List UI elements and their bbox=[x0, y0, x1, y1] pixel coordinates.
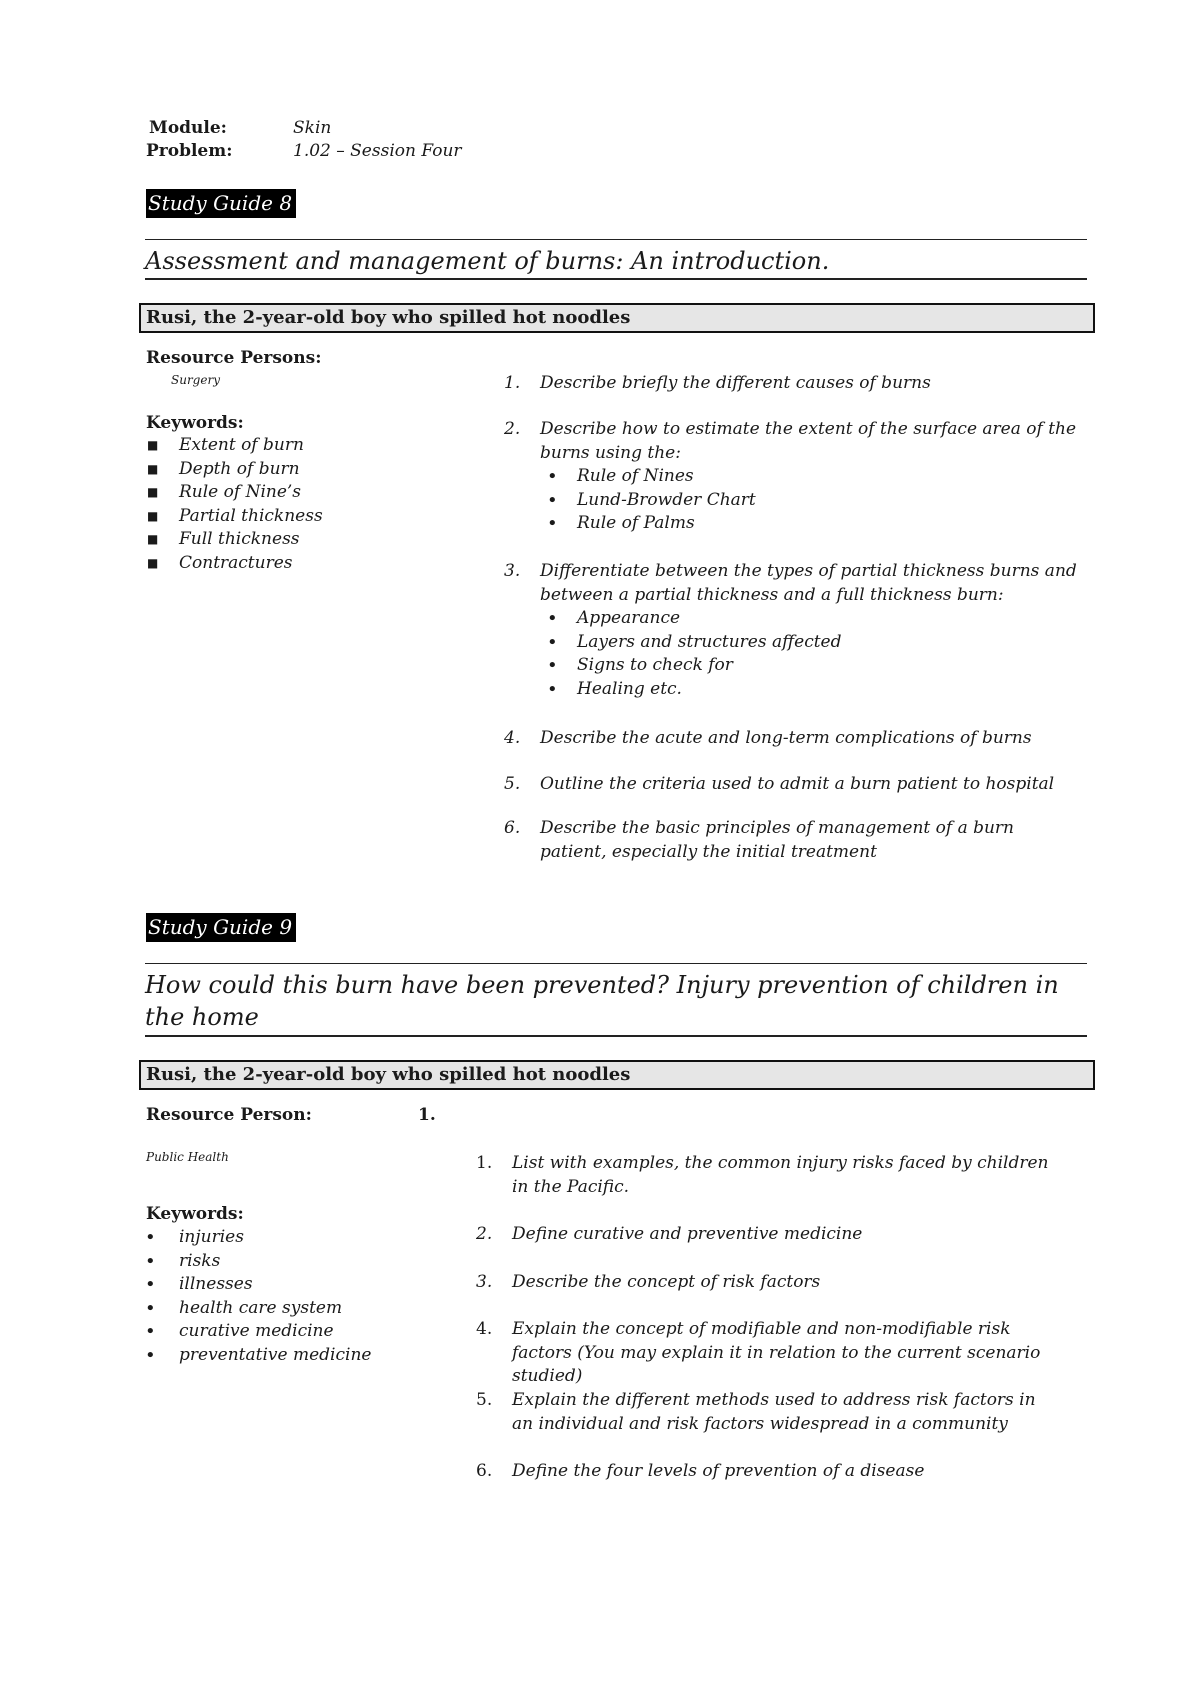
list-item: ■ Contractures bbox=[141, 552, 441, 576]
problem-value: 1.02 – Session Four bbox=[293, 141, 462, 161]
bullet-icon: • bbox=[145, 1344, 156, 1366]
list-item: • illnesses bbox=[145, 1274, 253, 1295]
keywords-list bbox=[141, 1226, 461, 1367]
bullet-icon: • bbox=[145, 1274, 156, 1295]
list-item: • preventative medicine bbox=[145, 1344, 372, 1366]
objective-item: 3. Differentiate between the types of partial thickness burns and between a partial thickness and a full thickness burn: • Appearance • Layers and structures affected • Signs to check for • Healing etc. bbox=[504, 560, 1084, 701]
sub-list-item: • Signs to check for bbox=[547, 655, 733, 676]
module-label: Module: bbox=[149, 118, 227, 138]
square-bullet-icon: ■ bbox=[147, 555, 159, 570]
bullet-icon: • bbox=[145, 1250, 156, 1272]
bullet-icon: • bbox=[547, 489, 558, 511]
study-guide-9-label: Study Guide 9 bbox=[146, 913, 296, 942]
module-value: Skin bbox=[293, 118, 332, 138]
divider bbox=[145, 278, 1087, 280]
sub-list-item: • Healing etc. bbox=[547, 678, 682, 700]
keywords-label: Keywords: bbox=[146, 1204, 244, 1224]
resource-person-number: 1. bbox=[418, 1105, 436, 1125]
list-item: ■ Full thickness bbox=[141, 528, 441, 552]
bullet-icon: • bbox=[145, 1297, 156, 1319]
list-item: ■ Partial thickness bbox=[141, 505, 441, 529]
list-item: • curative medicine bbox=[145, 1321, 334, 1342]
resource-persons-value: Surgery bbox=[171, 373, 220, 387]
problem-label: Problem: bbox=[146, 141, 233, 161]
resource-person-value: Public Health bbox=[146, 1150, 229, 1164]
objective-item: 2. Describe how to estimate the extent of the surface area of the burns using the: • Rule of Nines • Lund-Browder Chart • Rule of Palms bbox=[504, 418, 1084, 536]
objective-item: 3. Describe the concept of risk factors bbox=[476, 1272, 821, 1292]
study-guide-8-label: Study Guide 8 bbox=[146, 189, 296, 218]
sub-list-item: • Rule of Nines bbox=[547, 466, 694, 487]
list-item: ■ Extent of burn bbox=[141, 434, 441, 458]
bullet-icon: • bbox=[547, 608, 558, 629]
objective-item: 2. Define curative and preventive medicine bbox=[476, 1224, 863, 1244]
square-bullet-icon: ■ bbox=[147, 508, 159, 523]
divider bbox=[145, 239, 1087, 240]
bullet-icon: • bbox=[547, 466, 558, 487]
square-bullet-icon: ■ bbox=[147, 532, 159, 546]
square-bullet-icon: ■ bbox=[147, 438, 159, 452]
objective-item: 4. Explain the concept of modifiable and non-modifiable risk factors (You may explain it in relation to the current scenario studied) bbox=[476, 1319, 1041, 1386]
sub-list-item: • Appearance bbox=[547, 608, 681, 629]
bullet-icon: • bbox=[547, 513, 558, 534]
study-guide-8-title: Assessment and management of burns: An introduction. bbox=[145, 247, 830, 275]
bullet-icon: • bbox=[547, 631, 558, 653]
resource-persons-label: Resource Persons: bbox=[146, 348, 322, 368]
divider bbox=[145, 1035, 1087, 1037]
sub-list-item: • Rule of Palms bbox=[547, 513, 695, 534]
study-guide-9-title: How could this burn have been prevented? Injury prevention of children in the home bbox=[145, 971, 1059, 1031]
keywords-label: Keywords: bbox=[146, 413, 244, 433]
objective-item: 6. Describe the basic principles of management of a burn patient, especially the initial treatment bbox=[504, 818, 1015, 862]
objective-item: 5. Explain the different methods used to address risk factors in an individual and risk factors widespread in a community bbox=[476, 1390, 1036, 1434]
square-bullet-icon: ■ bbox=[147, 461, 159, 476]
case-title-box: Rusi, the 2-year-old boy who spilled hot noodles bbox=[139, 1060, 1095, 1090]
bullet-icon: • bbox=[547, 678, 558, 700]
bullet-icon: • bbox=[547, 655, 558, 676]
list-item: • health care system bbox=[145, 1297, 343, 1319]
keywords-list bbox=[141, 434, 441, 575]
case-title-box: Rusi, the 2-year-old boy who spilled hot noodles bbox=[139, 303, 1095, 333]
list-item: ■ Rule of Nine’s bbox=[141, 481, 441, 505]
objective-item: 1. List with examples, the common injury risks faced by children in the Pacific. bbox=[476, 1153, 1049, 1197]
bullet-icon: • bbox=[145, 1227, 156, 1248]
sub-list-item: • Lund-Browder Chart bbox=[547, 489, 756, 511]
list-item: • risks bbox=[145, 1250, 221, 1272]
objective-item: 6. Define the four levels of prevention of a disease bbox=[476, 1461, 925, 1481]
list-item: ■ Depth of burn bbox=[141, 458, 441, 482]
resource-person-label: Resource Person: bbox=[146, 1105, 312, 1125]
list-item: • injuries bbox=[145, 1227, 244, 1248]
objective-item: 5. Outline the criteria used to admit a burn patient to hospital bbox=[504, 774, 1055, 794]
bullet-icon: • bbox=[145, 1321, 156, 1342]
objective-item: 4. Describe the acute and long-term complications of burns bbox=[504, 728, 1032, 748]
objective-item: 1. Describe briefly the different causes of burns bbox=[504, 373, 931, 393]
square-bullet-icon: ■ bbox=[147, 485, 159, 499]
sub-list-item: • Layers and structures affected bbox=[547, 631, 842, 653]
divider bbox=[145, 963, 1087, 964]
